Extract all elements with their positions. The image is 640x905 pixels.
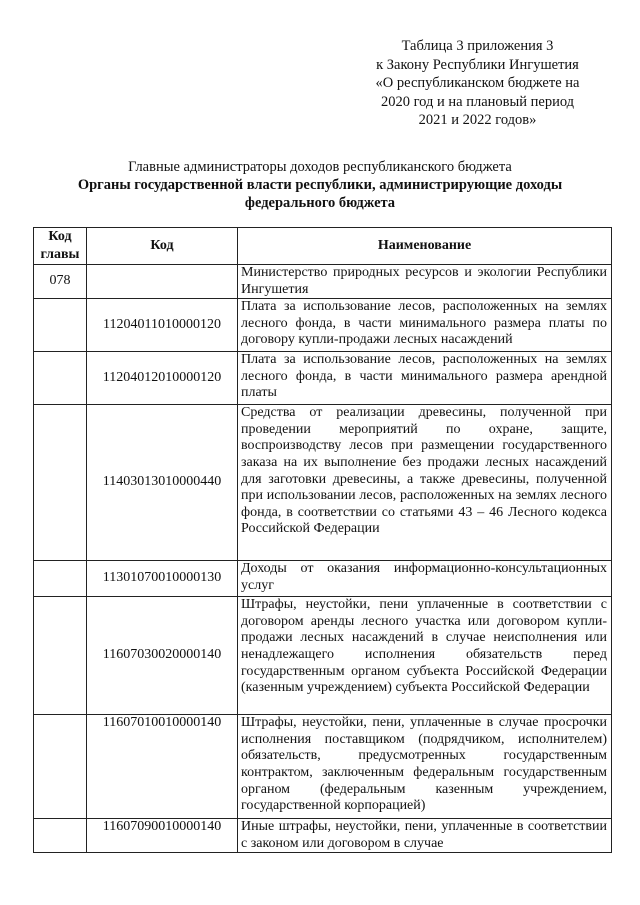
- column-header-chapter-code: Код главы: [34, 228, 87, 265]
- chapter-code-cell: [34, 299, 87, 352]
- name-cell: Иные штрафы, неустойки, пени, уплаченные в соответствии с законом или договором в случае: [238, 819, 612, 853]
- name-cell: Доходы от оказания информационно-консультационных услуг: [238, 561, 612, 597]
- table-row: [34, 715, 612, 819]
- chapter-code-cell: [34, 352, 87, 405]
- chapter-code-cell: [34, 597, 87, 715]
- name-cell: Штрафы, неустойки, пени уплаченные в соответствии с договором аренды лесного участка или договором купли-продажи лесных насаждений в случае неисполнения или ненадлежащего исполнения обязательств перед государственным органом субъекта Российской Федерации (казенным учреждением) субъекта Российской Федерации: [238, 597, 612, 715]
- chapter-code-cell: [34, 561, 87, 597]
- table-row: [34, 265, 612, 299]
- table-row: [34, 299, 612, 352]
- header-line: 2021 и 2022 годов»: [418, 112, 537, 128]
- revenue-administrators-table: [33, 227, 612, 853]
- chapter-code-cell: [34, 715, 87, 819]
- code-cell: 11301070010000130: [87, 561, 238, 597]
- title-line-3: федерального бюджета: [244, 195, 396, 211]
- document-title: [30, 158, 610, 212]
- table-row: [34, 819, 612, 853]
- code-cell: 11607010010000140: [87, 715, 238, 819]
- header-line: «О республиканском бюджете на: [375, 75, 580, 91]
- table-row: [34, 561, 612, 597]
- column-header-name: Наименование: [238, 228, 612, 265]
- title-line-2: Органы государственной власти республики, администрирующие доходы: [77, 177, 563, 193]
- column-header-code: Код: [87, 228, 238, 265]
- appendix-header: [360, 37, 595, 130]
- chapter-code-cell: [34, 819, 87, 853]
- table-row: [34, 597, 612, 715]
- code-cell: 11204012010000120: [87, 352, 238, 405]
- header-line: 2020 год и на плановый период: [380, 93, 575, 110]
- name-cell: Министерство природных ресурсов и экологии Республики Ингушетия: [238, 265, 612, 299]
- title-line-1: Главные администраторы доходов республиканского бюджета: [128, 159, 512, 175]
- code-cell: 11607030020000140: [87, 597, 238, 715]
- code-cell: 11607090010000140: [87, 819, 238, 853]
- table-row: [34, 405, 612, 561]
- chapter-code-cell: 078: [34, 265, 87, 299]
- header-line: Таблица 3 приложения 3: [401, 38, 554, 54]
- name-cell: Плата за использование лесов, расположенных на землях лесного фонда, в части минимального размера платы по договору купли-продажи лесных насаждений: [238, 299, 612, 352]
- name-cell: Плата за использование лесов, расположенных на землях лесного фонда, в части минимального размера арендной платы: [238, 352, 612, 405]
- table-header-row: [34, 228, 612, 265]
- name-cell: Средства от реализации древесины, полученной при проведении мероприятий по охране, защите, воспроизводству лесов при размещении государственного заказа на их выполнение без продажи лесных насаждений для заготовки древесины, а также древесины, полученной при использовании лесов, расположенных на землях лесного фонда, в соответствии со статьями 43 – 46 Лесного кодекса Российской Федерации: [238, 405, 612, 561]
- code-cell: 11204011010000120: [87, 299, 238, 352]
- chapter-code-cell: [34, 405, 87, 561]
- code-cell: [87, 265, 238, 299]
- code-cell: 11403013010000440: [87, 405, 238, 561]
- header-line: к Закону Республики Ингушетия: [376, 56, 579, 73]
- table-row: [34, 352, 612, 405]
- name-cell: Штрафы, неустойки, пени, уплаченные в случае просрочки исполнения поставщиком (подрядчиком, исполнителем) обязательств, предусмотренных государственным контрактом, заключенным федеральным государственным органом (федеральным казенным учреждением, государственной корпорацией): [238, 715, 612, 819]
